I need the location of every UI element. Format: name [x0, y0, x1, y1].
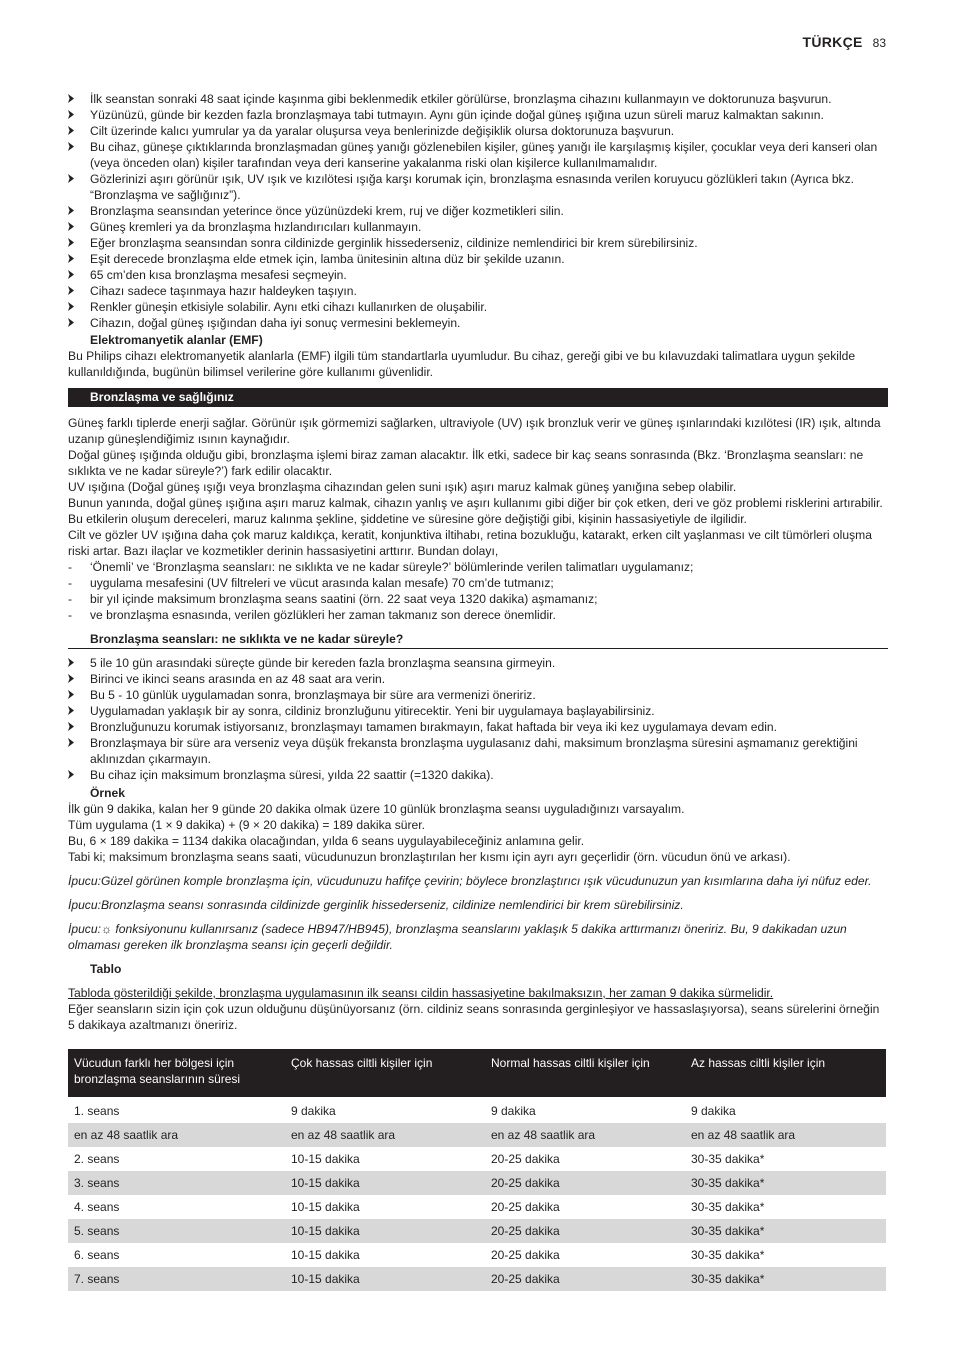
- bullet-arrow-icon: [68, 658, 74, 667]
- example-heading: Örnek: [90, 786, 125, 800]
- table-cell: 7. seans: [68, 1267, 285, 1291]
- table-cell: 1. seans: [74, 1104, 120, 1118]
- dash-marker: -: [68, 576, 73, 590]
- table-cell: 30-35 dakika*: [685, 1267, 886, 1291]
- tip-text: İpucu:Güzel görünen komple bronzlaşma için, vücudunuzu hafifçe çevirin; böylece bronzlaştırıcı ışık vücudunuzun yan kısımlarına daha iyi nüfuz eder.: [68, 874, 872, 888]
- bullet-arrow-icon: [68, 94, 74, 103]
- list-item: Cilt üzerinde kalıcı yumrular ya da yaralar oluşursa veya benlerinizde değişiklik olursa doktorunuza başvurun.: [68, 123, 888, 139]
- table-cell: 9 dakika: [491, 1104, 536, 1118]
- table-cell: 20-25 dakika: [485, 1267, 685, 1291]
- table-cell: 2. seans: [74, 1152, 120, 1166]
- page-content: [68, 91, 888, 1291]
- table-cell: 3. seans: [68, 1171, 285, 1195]
- sessions-list: [68, 655, 888, 783]
- list-item: Yüzünüzü, günde bir kezden fazla bronzlaşmaya tabi tutmayın. Aynı gün içinde doğal güneş ışığına uzun süreli maruz kalmaktan sakının.: [68, 107, 888, 123]
- list-item: - bir yıl içinde maksimum bronzlaşma seans saatini (örn. 22 saat veya 1320 dakika) aşmamanız;: [68, 592, 598, 606]
- table-note: Eğer seansların sizin için çok uzun olduğunu düşünüyorsanız (örn. cildiniz seans sonrasında gerginleşiyor ve hassaslaşıyorsa), seans sürelerini örneğin 5 dakikaya azaltmanızı öneririz.: [68, 1002, 880, 1032]
- table-header-cell: Çok hassas ciltli kişiler için: [285, 1049, 485, 1097]
- list-item: - uygulama mesafesini (UV filtreleri ve vücut arasında kalan mesafe) 70 cm’de tutmanız;: [68, 576, 554, 590]
- list-item: Bu 5 - 10 günlük uygulamadan sonra, bronzlaşmaya bir süre ara vermenizi öneririz.: [68, 687, 888, 703]
- example-line: Tüm uygulama (1 × 9 dakika) + (9 × 20 dakika) = 189 dakika sürer.: [68, 818, 425, 832]
- language-label: TÜRKÇE: [802, 34, 863, 50]
- list-item: 65 cm’den kısa bronzlaşma mesafesi seçmeyin.: [68, 267, 888, 283]
- list-item: Eğer bronzlaşma seansından sonra cildinizde gerginlik hissederseniz, cildinize nemlendirici bir krem sürebilirsiniz.: [68, 235, 888, 251]
- list-item: - ‘Önemli’ ve ‘Bronzlaşma seansları: ne sıklıkta ve ne kadar süreyle?’ bölümlerinde verilen talimatları uygulamanız;: [68, 560, 694, 574]
- bullet-arrow-icon: [68, 318, 74, 327]
- table-cell: 20-25 dakika: [485, 1171, 685, 1195]
- table-cell: 30-35 dakika*: [691, 1152, 765, 1166]
- bullet-arrow-icon: [68, 690, 74, 699]
- bullet-arrow-icon: [68, 142, 74, 151]
- list-item: Bronzluğunuzu korumak istiyorsanız, bronzlaşmayı tamamen bırakmayın, fakat haftada bir veya iki kez uygulamaya devam edin.: [68, 719, 888, 735]
- emf-heading: Elektromanyetik alanlar (EMF): [90, 333, 263, 347]
- example-line: Bu, 6 × 189 dakika = 1134 dakika olacağından, yılda 6 seans uygulayabileceğiniz anlamına gelir.: [68, 834, 585, 848]
- table-cell: 30-35 dakika*: [685, 1219, 886, 1243]
- bullet-arrow-icon: [68, 722, 74, 731]
- bullet-arrow-icon: [68, 238, 74, 247]
- dash-marker: -: [68, 592, 73, 606]
- table-cell: en az 48 saatlik ara: [285, 1123, 485, 1147]
- table-cell: en az 48 saatlik ara: [485, 1123, 685, 1147]
- list-item: Bronzlaşma seansından yeterince önce yüzünüzdeki krem, ruj ve diğer kozmetikleri silin.: [68, 203, 888, 219]
- table-row: [68, 1171, 886, 1195]
- health-section-heading: Bronzlaşma ve sağlığınız: [68, 388, 888, 407]
- table-cell: 6. seans: [74, 1248, 120, 1262]
- dash-marker: -: [68, 608, 73, 622]
- list-item: Bronzlaşmaya bir süre ara verseniz veya düşük frekansta bronzlaşma uygulasanız dahi, maksimum bronzlaşma süresini aşmamanız gerektiğini aklınızdan çıkarmayın.: [68, 735, 888, 767]
- table-row: [68, 1219, 886, 1243]
- table-cell: 9 dakika: [691, 1104, 736, 1118]
- list-item: Eşit derecede bronzlaşma elde etmek için, lamba ünitesinin altına düz bir şekilde uzanın.: [68, 251, 888, 267]
- example-line: İlk gün 9 dakika, kalan her 9 günde 20 dakika olmak üzere 10 günlük bronzlaşma seansı uyguladığınızı varsayalım.: [68, 802, 685, 816]
- bullet-arrow-icon: [68, 770, 74, 779]
- bullet-arrow-icon: [68, 174, 74, 183]
- list-item: Bu cihaz, güneşe çıktıklarında bronzlaşmadan güneş yanığı gözlenebilen kişiler, güneş yanığı ile karşılaşmış kişiler, çocuklar veya deri kanseri olan (veya önceden olan) kişiler tarafından veya deri kanserine yakalanma riski olan kişilerce kullanılmamalıdır.: [68, 139, 888, 171]
- list-item: - ve bronzlaşma esnasında, verilen gözlükleri her zaman takmanız son derece önemlidir.: [68, 608, 556, 622]
- table-cell: en az 48 saatlik ara: [68, 1123, 285, 1147]
- table-row: [68, 1243, 886, 1267]
- bullet-arrow-icon: [68, 706, 74, 715]
- list-item: Cihazın, doğal güneş ışığından daha iyi sonuç vermesini beklemeyin.: [68, 315, 888, 331]
- health-dash-list: [68, 559, 888, 623]
- table-cell: 4. seans: [74, 1200, 120, 1214]
- tip-text: İpucu:Bronzlaşma seansı sonrasında cildinizde gerginlik hissederseniz, cildinize nemlendirici bir krem sürebilirsiniz.: [68, 898, 684, 912]
- table-row: [68, 1097, 886, 1123]
- example-line: Tabi ki; maksimum bronzlaşma seans saati, vücudunuzun bronzlaştırılan her kısmı için ayrı ayrı geçerlidir (örn. vücudun önü ve arkası).: [68, 850, 791, 864]
- table-cell: 30-35 dakika*: [685, 1171, 886, 1195]
- bullet-arrow-icon: [68, 206, 74, 215]
- list-item: Birinci ve ikinci seans arasında en az 48 saat ara verin.: [68, 671, 888, 687]
- table-cell: 30-35 dakika*: [691, 1200, 765, 1214]
- bullet-arrow-icon: [68, 222, 74, 231]
- table-cell: 30-35 dakika*: [691, 1248, 765, 1262]
- table-cell: en az 48 saatlik ara: [685, 1123, 886, 1147]
- list-item: Renkler güneşin etkisiyle solabilir. Aynı etki cihazı kullanırken de oluşabilir.: [68, 299, 888, 315]
- warnings-list: [68, 91, 888, 331]
- table-cell: 10-15 dakika: [285, 1171, 485, 1195]
- list-item: Uygulamadan yaklaşık bir ay sonra, cildiniz bronzluğunu yitirecektir. Yeni bir uygulamaya başlayabilirsiniz.: [68, 703, 888, 719]
- tanning-session-table: [68, 1049, 886, 1291]
- list-item: Bu cihaz için maksimum bronzlaşma süresi, yılda 22 saattir (=1320 dakika).: [68, 767, 888, 783]
- bullet-arrow-icon: [68, 254, 74, 263]
- sessions-heading: Bronzlaşma seansları: ne sıklıkta ve ne kadar süreyle?: [68, 631, 888, 649]
- dash-marker: -: [68, 560, 73, 574]
- table-cell: 9 dakika: [291, 1104, 336, 1118]
- table-underlined-note: Tabloda gösterildiği şekilde, bronzlaşma uygulamasının ilk seansı cildin hassasiyetine bakılmaksızın, her zaman 9 dakika sürmelidir.: [68, 986, 774, 1000]
- table-cell: 10-15 dakika: [291, 1200, 360, 1214]
- table-cell: 20-25 dakika: [491, 1248, 560, 1262]
- table-cell: 20-25 dakika: [491, 1152, 560, 1166]
- table-cell: 10-15 dakika: [291, 1248, 360, 1262]
- table-cell: 10-15 dakika: [285, 1219, 485, 1243]
- health-paragraph: Bunun yanında, doğal güneş ışığına aşırı maruz kalmak, cihazın yanlış ve aşırı kullanımı gibi diğer bir çok etken, deri ve göz problemi risklerini artırabilir. Bu etkilerin oluşum dereceleri, maruz kalınma şekline, şiddetine ve süresine göre değiştiği gibi, kişinin hassasiyetiyle de ilgilidir.: [68, 496, 883, 526]
- list-item: 5 ile 10 gün arasındaki süreçte günde bir kereden fazla bronzlaşma seansına girmeyin.: [68, 655, 888, 671]
- table-cell: 5. seans: [68, 1219, 285, 1243]
- bullet-arrow-icon: [68, 270, 74, 279]
- table-heading: Tablo: [90, 962, 122, 976]
- table-row: [68, 1123, 886, 1147]
- bullet-arrow-icon: [68, 302, 74, 311]
- health-paragraph: UV ışığına (Doğal güneş ışığı veya bronzlaşma cihazından gelen suni ışık) aşırı maruz kalmak güneş yanığına sebep olabilir.: [68, 480, 737, 494]
- table-header-cell: Az hassas ciltli kişiler için: [685, 1049, 886, 1097]
- health-paragraph: Cilt ve gözler UV ışığına daha çok maruz kaldıkça, keratit, konjunktiva iltihabı, retina bozukluğu, katarakt, erken cilt yaşlanması ve cilt tümörleri oluşma riski artar. Bazı ilaçlar ve kozmetikler derinin hassasiyetini arttırır. Bundan dolayı,: [68, 528, 872, 558]
- health-paragraph: Güneş farklı tiplerde enerji sağlar. Görünür ışık görmemizi sağlarken, ultraviyole (UV) ışık bronzluk verir ve güneş ışınlarındaki kızılötesi (IR) ışık, altında uzanıp güneşlendiğimiz ısının kaynağıdır.: [68, 416, 881, 446]
- sun-icon: ☼: [100, 922, 113, 936]
- health-paragraph: Doğal güneş ışığında olduğu gibi, bronzlaşma işlemi biraz zaman alacaktır. İlk etki, sadece bir kaç seans sonrasında (Bkz. ‘Bronzlaşma seansları: ne sıklıkta ve ne kadar süreyle?’) fark edilir olacaktır.: [68, 448, 864, 478]
- list-item: Gözlerinizi aşırı görünür ışık, UV ışık ve kızılötesi ışığa karşı korumak için, bronzlaşma esnasında verilen koruyucu gözlükleri takın (Ayrıca bkz. “Bronzlaşma ve sağlığınız”).: [68, 171, 888, 203]
- bullet-arrow-icon: [68, 110, 74, 119]
- table-header-cell: Vücudun farklı her bölgesi için bronzlaşma seanslarının süresi: [68, 1049, 285, 1097]
- table-header-cell: Normal hassas ciltli kişiler için: [485, 1049, 685, 1097]
- page-header: [803, 34, 887, 51]
- table-row: [68, 1267, 886, 1291]
- table-row: [68, 1147, 886, 1171]
- list-item: İlk seanstan sonraki 48 saat içinde kaşınma gibi beklenmedik etkiler görülürse, bronzlaşma cihazını kullanmayın ve doktorunuza başvurun.: [68, 91, 888, 107]
- list-item: Cihazı sadece taşınmaya hazır haldeyken taşıyın.: [68, 283, 888, 299]
- table-cell: 20-25 dakika: [491, 1200, 560, 1214]
- tip-sun-function: İpucu:☼ fonksiyonunu kullanırsanız (sadece HB947/HB945), bronzlaşma seanslarını yaklaşık 5 dakika arttırmanızı öneririz. Bu, 9 dakikadan uzun olmaması gereken ilk bronzlaşma seansı için geçerli değildir.: [68, 922, 847, 952]
- bullet-arrow-icon: [68, 674, 74, 683]
- table-cell: 10-15 dakika: [291, 1152, 360, 1166]
- table-cell: 10-15 dakika: [285, 1267, 485, 1291]
- table-header-row: [68, 1049, 886, 1097]
- table-cell: 20-25 dakika: [485, 1219, 685, 1243]
- bullet-arrow-icon: [68, 126, 74, 135]
- table-row: [68, 1195, 886, 1219]
- bullet-arrow-icon: [68, 738, 74, 747]
- list-item: Güneş kremleri ya da bronzlaşma hızlandırıcıları kullanmayın.: [68, 219, 888, 235]
- page-number: 83: [872, 36, 886, 50]
- emf-text: Bu Philips cihazı elektromanyetik alanlarla (EMF) ilgili tüm standartlarla uyumludur. Bu cihaz, gereği gibi ve bu kılavuzdaki talimatlara uygun şekilde kullanıldığında, bugünün bilimsel verilerine göre kullanımı güvenlidir.: [68, 349, 856, 379]
- bullet-arrow-icon: [68, 286, 74, 295]
